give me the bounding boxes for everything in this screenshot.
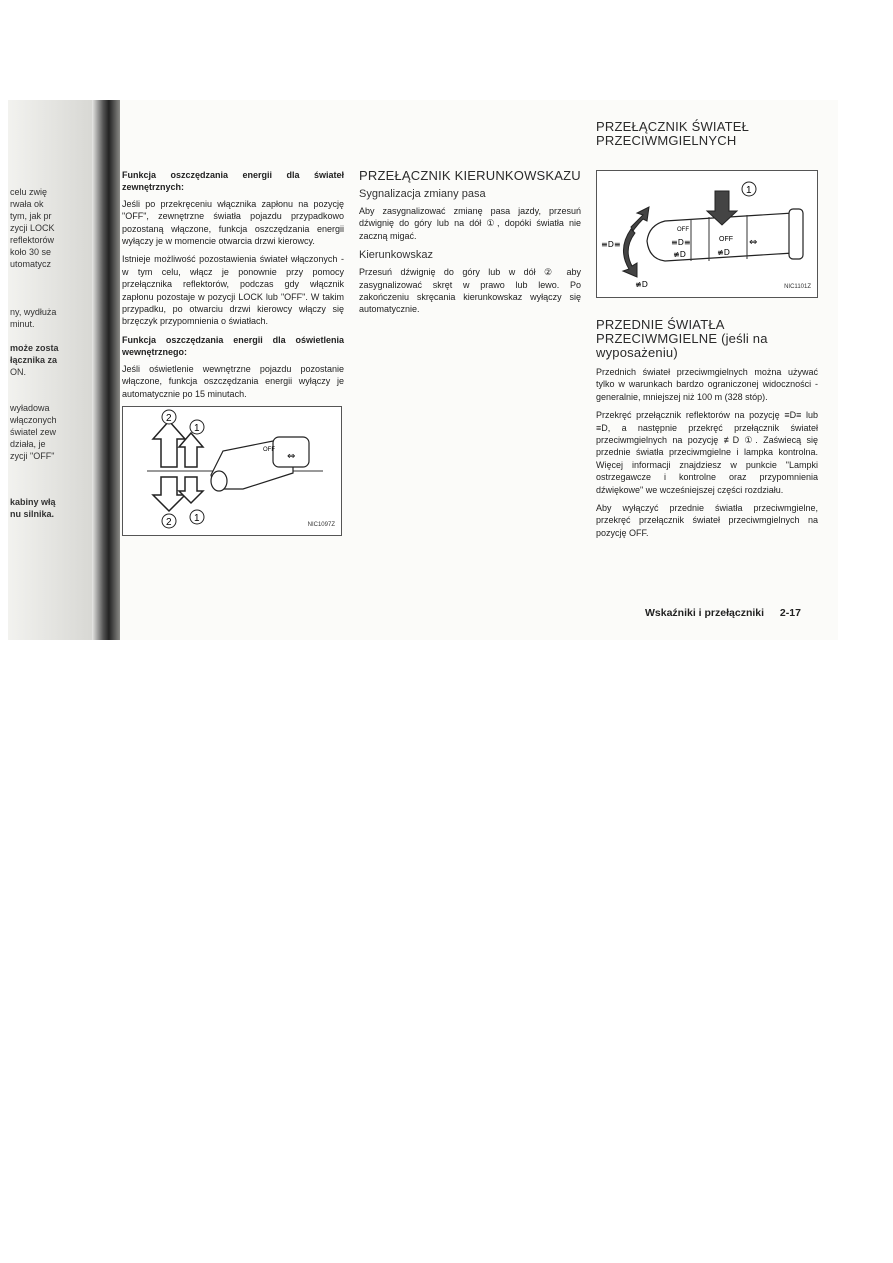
- arrow-down-large-icon: [153, 477, 185, 511]
- edge-text-fragment: kabiny włą: [10, 497, 56, 507]
- callout-1-top: 1: [194, 422, 200, 434]
- arrow-up-large-icon: [153, 421, 185, 467]
- subheading-lane-change: Sygnalizacja zmiany pasa: [359, 188, 486, 200]
- column-middle: [359, 169, 581, 322]
- section-title-fog-light-switch: PRZEŁĄCZNIK ŚWIATEŁ: [596, 119, 750, 134]
- page-number: 2-17: [779, 607, 801, 619]
- edge-text-fragment: koło 30 se: [10, 247, 52, 257]
- paragraph: Przekręć przełącznik reflektorów na pozycję ≡D≡ lub ≡D, a następnie przekręć przełącznik świateł przeciwmgielnych na pozycję ≢D ①. Zaświecą się przednie światła przeciwmgielne i lampka kontrolna. Więcej informacji znajdziesz w punkcie "Lampki ostrzegawcze i kontrolne oraz przypomnienia dźwiękowe" we wcześniejszej części rozdziału.: [596, 410, 818, 495]
- heading-interior-light-saver: Funkcja oszczędzania energii dla oświetlenia wewnętrznego:: [122, 334, 344, 358]
- arrow-down-small-icon: [179, 477, 203, 503]
- headlight-icon: ≡D≡: [601, 240, 621, 249]
- paragraph: Istnieje możliwość pozostawienia świateł włączonych - w tym celu, włącz je ponownie przy pomocy przełącznika reflektorów, podczas gdy włącznik zapłonu pozostaje w pozycji LOCK lub "OFF". W takim przypadku, po otwarciu drzwi kierowcy włączy się brzęczyk przypomnienia o światłach.: [122, 254, 344, 327]
- off-label-a: OFF: [677, 227, 689, 233]
- figure-code: NIC1097Z: [307, 521, 335, 528]
- subtitle-front-fog-lights: PRZEDNIE ŚWIATŁA: [596, 317, 725, 332]
- turn-arrows-icon: ⇔: [287, 450, 296, 462]
- subheading-turn-signal: Kierunkowskaz: [359, 249, 433, 262]
- callout-2-top: 2: [166, 412, 172, 424]
- section-title-turn-signal: PRZEŁĄCZNIK KIERUNKOWSKAZU: [359, 168, 581, 183]
- book-gutter-shadow: [92, 100, 120, 640]
- edge-text-fragment: minut.: [10, 319, 35, 329]
- section-title-fog-light-switch-line2: PRZECIWMGIELNYCH: [596, 133, 737, 148]
- edge-text-fragment: celu zwię: [10, 187, 48, 197]
- edge-text-fragment: rwała ok: [10, 199, 44, 209]
- figure-turn-signal-lever: [122, 406, 342, 536]
- edge-text-fragment: wyładowa: [10, 403, 50, 413]
- paragraph: Jeśli po przekręceniu włącznika zapłonu na pozycję "OFF", zewnętrzne światła pojazdu przypadkowo pozostaną włączone, funkcja oszczędzania energii wyłączy je w momencie otwarcia drzwi kierowcy.: [122, 198, 344, 247]
- figure-fog-light-switch: [596, 170, 818, 298]
- edge-text-fragment: tym, jak pr: [10, 211, 52, 221]
- column-right: [596, 120, 818, 545]
- edge-text-fragment: utomatycz: [10, 259, 52, 269]
- fog-light-icon-bottom: ≢D: [635, 280, 648, 289]
- subtitle-front-fog-lights-line3: wyposażeniu): [596, 345, 678, 360]
- column-left: [122, 169, 344, 536]
- edge-text-fragment: może zosta: [10, 343, 59, 353]
- edge-text-fragment: światel zew: [10, 427, 57, 437]
- edge-text-fragment: ny, wydłuża: [10, 307, 57, 317]
- edge-text-fragment: zycji "OFF": [10, 451, 55, 461]
- rotate-arrow-icon: [623, 207, 649, 277]
- heading-exterior-light-saver: Funkcja oszczędzania energii dla świateł zewnętrznych:: [122, 170, 344, 193]
- fog-light-icon-small: ≢D: [673, 250, 686, 259]
- paragraph: Przesuń dźwignię do góry lub w dół ② aby zasygnalizować skręt w prawo lub lewo. Po zakończeniu skręcania kierunkowskaz wyłączy się automatycznie.: [359, 267, 581, 315]
- off-label: OFF: [263, 446, 275, 453]
- edge-text-fragment: działa, je: [10, 439, 46, 449]
- paragraph: Aby wyłączyć przednie światła przeciwmgielne, przekręć przełącznik świateł przeciwmgielnych na pozycję OFF.: [596, 503, 818, 538]
- edge-text-fragment: ON.: [10, 367, 27, 377]
- edge-text-fragment: zycji LOCK: [10, 223, 55, 233]
- parking-light-icon: ≡D≡: [671, 238, 691, 247]
- footer-section-name: Wskaźniki i przełączniki: [645, 607, 765, 619]
- edge-text-fragment: włączonych: [10, 415, 57, 425]
- edge-text-fragment: łącznika za: [10, 355, 58, 365]
- callout-1-bottom: 1: [194, 512, 200, 524]
- fog-light-icon: ≢D: [717, 248, 730, 257]
- paragraph: Przednich świateł przeciwmgielnych można używać tylko w warunkach bardzo ograniczonej widoczności - generalnie, mniejszej niż 100 m (328 stóp).: [596, 367, 818, 402]
- paragraph: Aby zasygnalizować zmianę pasa jazdy, przesuń dźwignię do góry lub na dół ①, dopóki światła nie zaczną migać.: [359, 206, 581, 241]
- paragraph: Jeśli oświetlenie wewnętrzne pojazdu pozostanie włączone, funkcja oszczędzania energii wyłączy je automatycznie po 15 minutach.: [122, 363, 344, 399]
- callout-1: 1: [746, 185, 752, 196]
- page-footer: [645, 607, 801, 619]
- turn-arrows-icon: ⇔: [749, 237, 758, 248]
- edge-text-fragment: nu silnika.: [10, 509, 55, 519]
- lever-body: [211, 437, 309, 491]
- callout-2-bottom: 2: [166, 516, 172, 528]
- previous-page-edge: [8, 100, 92, 640]
- figure-code: NIC1101Z: [784, 283, 811, 290]
- subtitle-front-fog-lights-line2: PRZECIWMGIELNE (jeśli na: [596, 331, 768, 346]
- fog-switch-diagram: [597, 171, 817, 297]
- off-label-b: OFF: [719, 236, 733, 243]
- turn-signal-diagram: [123, 407, 341, 535]
- edge-text-fragment: reflektorów: [10, 235, 55, 245]
